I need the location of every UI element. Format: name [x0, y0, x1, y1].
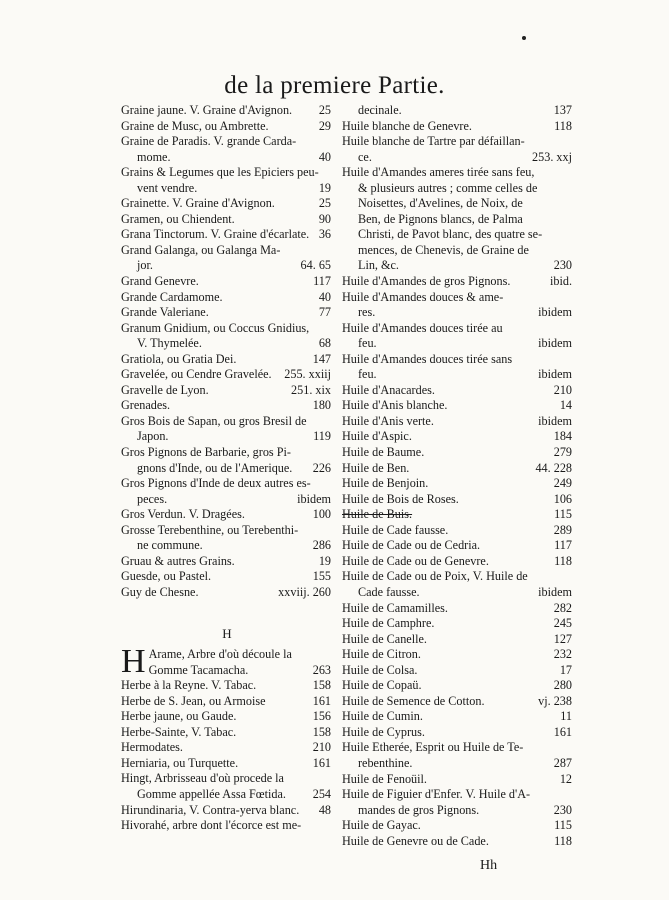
- index-entry: [121, 212, 333, 228]
- entry-line: Grosse Terebenthine, ou Terebenthi-: [121, 522, 299, 537]
- entry-line: Gomme Tacamacha. 263: [148, 662, 331, 677]
- index-entry: [121, 803, 333, 819]
- index-entry: [121, 554, 333, 570]
- index-entry: [121, 274, 333, 290]
- page-reference: 232: [553, 647, 572, 662]
- index-entry: [342, 678, 574, 694]
- index-entry: [342, 321, 574, 352]
- page-reference: 44. 228: [535, 460, 572, 475]
- entry-line: V. Thymelée. 68: [137, 336, 331, 351]
- entry-line: Huile de Camamilles. 282: [342, 600, 572, 615]
- page-reference: 287: [553, 755, 572, 770]
- page-reference: 230: [553, 802, 572, 817]
- index-entry: [121, 740, 333, 756]
- entry-line: mandes de gros Pignons. 230: [358, 802, 572, 817]
- page-reference: 77: [318, 305, 331, 320]
- entry-line: Huile de Cade ou de Poix, V. Huile de: [342, 569, 528, 584]
- index-entry: [121, 585, 333, 601]
- entry-line: Noisettes, d'Avelines, de Noix, de: [358, 196, 523, 211]
- entry-line: Huile Etherée, Esprit ou Huile de Te-: [342, 740, 524, 755]
- entry-line: Herbe jaune, ou Gaude. 156: [121, 709, 331, 724]
- index-entry: [342, 476, 574, 492]
- page-reference: 184: [553, 429, 572, 444]
- entry-line: Hirundinaria, V. Contra-yerva blanc. 48: [121, 802, 331, 817]
- page-reference: 263: [312, 662, 331, 677]
- page-reference: 25: [318, 103, 331, 117]
- page-reference: 119: [313, 429, 331, 444]
- entry-line: Huile d'Amandes douces & ame-: [342, 289, 504, 304]
- entry-line: Huile d'Anis verte. ibidem: [342, 413, 572, 428]
- index-entry: [121, 756, 333, 772]
- entry-line: Huile de Cade ou de Genevre. 118: [342, 553, 572, 568]
- page-reference: 155: [312, 569, 331, 584]
- entry-line: Cade fausse. ibidem: [358, 584, 572, 599]
- index-entry: [342, 445, 574, 461]
- index-entry: [342, 383, 574, 399]
- entry-line: Huile d'Amandes douces tirée sans: [342, 351, 513, 366]
- index-entry: [342, 538, 574, 554]
- index-entry: [342, 709, 574, 725]
- entry-line: rebenthine. 287: [358, 755, 572, 770]
- page-reference: 118: [554, 118, 572, 133]
- index-entry: [121, 709, 333, 725]
- index-column-left: [121, 103, 333, 834]
- page-reference: 115: [554, 818, 572, 833]
- index-entry: [342, 569, 574, 600]
- index-entry: [121, 476, 333, 507]
- page-reference: ibid.: [549, 274, 572, 289]
- entry-line: Granum Gnidium, ou Coccus Gnidius,: [121, 320, 310, 335]
- entry-line: Gomme appellée Assa Fœtida. 254: [137, 786, 331, 801]
- page-reference: 158: [312, 678, 331, 693]
- entry-line: Huile de Cade ou de Cedria. 117: [342, 538, 572, 553]
- page-reference: 90: [318, 211, 331, 226]
- index-entry: [121, 771, 333, 802]
- entry-line: Grains & Legumes que les Epiciers peu-: [121, 165, 319, 180]
- page-reference: 64. 65: [300, 258, 331, 273]
- index-entry: [342, 429, 574, 445]
- index-entry: [342, 601, 574, 617]
- page-reference: 106: [553, 491, 572, 506]
- entry-line: Guy de Chesne. xxviij. 260: [121, 584, 331, 599]
- page-reference: 25: [318, 196, 331, 211]
- index-entry: [342, 103, 574, 119]
- entry-line: res. ibidem: [358, 305, 572, 320]
- entry-line: Huile blanche de Tartre par défaillan-: [342, 134, 525, 149]
- page-reference: ibidem: [538, 367, 572, 382]
- page-reference: 117: [313, 274, 331, 289]
- entry-line: Graine de Paradis. V. grande Carda-: [121, 134, 297, 149]
- index-entry: [342, 290, 574, 321]
- index-entry: [342, 787, 574, 818]
- page-reference: 19: [318, 553, 331, 568]
- index-entry: [121, 352, 333, 368]
- page-reference: 156: [312, 709, 331, 724]
- entry-line: Huile de Figuier d'Enfer. V. Huile d'A-: [342, 787, 531, 802]
- entry-line: Huile d'Amandes douces tirée au: [342, 320, 503, 335]
- entry-line: mome. 40: [137, 149, 331, 164]
- page-reference: 254: [312, 786, 331, 801]
- index-entry: [342, 507, 574, 523]
- index-entry: [121, 227, 333, 243]
- entry-line: Graine jaune. V. Graine d'Avignon. 25: [121, 103, 331, 117]
- page-reference: 210: [553, 382, 572, 397]
- entry-line: Huile de Cumin. 11: [342, 709, 572, 724]
- page-title: de la premiere Partie.: [224, 72, 445, 99]
- index-entry: [121, 196, 333, 212]
- section-letter: H: [222, 625, 232, 641]
- entry-line: Hingt, Arbrisseau d'où procede la: [121, 771, 284, 786]
- entry-line: ce. 253. xxj: [358, 149, 572, 164]
- page-reference: 115: [554, 507, 572, 522]
- page-reference: 17: [559, 662, 572, 677]
- entry-line: Guesde, ou Pastel. 155: [121, 569, 331, 584]
- page-reference: 127: [553, 631, 572, 646]
- entry-line: Grande Valeriane. 77: [121, 305, 331, 320]
- page-reference: 68: [318, 336, 331, 351]
- entry-line: Hivorahé, arbre dont l'écorce est me-: [121, 818, 302, 833]
- entry-line: Huile de Colsa. 17: [342, 662, 572, 677]
- entry-line: & plusieurs autres ; comme celles de: [358, 180, 538, 195]
- page-reference: 12: [559, 771, 572, 786]
- page-reference: 161: [553, 724, 572, 739]
- entry-line: Gros Bois de Sapan, ou gros Bresil de: [121, 413, 307, 428]
- entry-line: Grande Cardamome. 40: [121, 289, 331, 304]
- page-reference: 40: [318, 149, 331, 164]
- page-reference: ibidem: [538, 413, 572, 428]
- entry-line: gnons d'Inde, ou de l'Amerique. 226: [137, 460, 331, 475]
- index-entry: [121, 134, 333, 165]
- page-reference: 255. xxiij: [284, 367, 331, 382]
- page-reference: vj. 238: [538, 693, 572, 708]
- index-entry: [121, 165, 333, 196]
- page-reference: 14: [559, 398, 572, 413]
- index-entry: [342, 663, 574, 679]
- entry-line: decinale. 137: [358, 103, 572, 117]
- page-reference: 251. xix: [291, 382, 331, 397]
- index-entry: [121, 119, 333, 135]
- index-entry: [342, 523, 574, 539]
- index-entry: [342, 461, 574, 477]
- index-entry: [342, 694, 574, 710]
- page-reference: 147: [312, 351, 331, 366]
- entry-line: Huile d'Amandes ameres tirée sans feu,: [342, 165, 535, 180]
- page-reference: 100: [312, 507, 331, 522]
- signature-mark: Hh: [480, 858, 498, 873]
- entry-line: Grenades. 180: [121, 398, 331, 413]
- index-entry: [121, 367, 333, 383]
- page-reference: 11: [560, 709, 572, 724]
- page-reference: 253. xxj: [532, 149, 572, 164]
- entry-line: Ben, de Pignons blancs, de Palma: [358, 211, 523, 226]
- page-reference: xxviij. 260: [278, 584, 331, 599]
- entry-line: feu. ibidem: [358, 367, 572, 382]
- entry-line: Arame, Arbre d'où découle la: [148, 647, 292, 662]
- entry-line: Herbe à la Reyne. V. Tabac. 158: [121, 678, 331, 693]
- entry-line: Grainette. V. Graine d'Avignon. 25: [121, 196, 331, 211]
- page-reference: 40: [318, 289, 331, 304]
- index-entry: [342, 492, 574, 508]
- entry-line: Huile de Bois de Roses. 106: [342, 491, 572, 506]
- page-reference: 29: [318, 118, 331, 133]
- index-entry: [342, 414, 574, 430]
- entry-line: Gros Pignons d'Inde de deux autres es-: [121, 476, 311, 491]
- entry-line: ne commune. 286: [137, 538, 331, 553]
- entry-line: Huile de Ben. 44. 228: [342, 460, 572, 475]
- page-reference: 279: [553, 445, 572, 460]
- entry-line: Huile de Genevre ou de Cade. 118: [342, 833, 572, 848]
- index-entry: [121, 507, 333, 523]
- entry-line: Hermodates. 210: [121, 740, 331, 755]
- index-entry: [121, 305, 333, 321]
- page-reference: 286: [312, 538, 331, 553]
- entry-line: Huile de Buis. 115: [342, 507, 572, 522]
- entry-line: Huile de Benjoin. 249: [342, 476, 572, 491]
- index-entry: [342, 616, 574, 632]
- entry-line: Gramen, ou Chiendent. 90: [121, 211, 331, 226]
- index-entry: [342, 134, 574, 165]
- index-entry: [342, 398, 574, 414]
- entry-line: Huile d'Amandes de gros Pignons. ibid.: [342, 274, 572, 289]
- page-reference: 137: [553, 103, 572, 117]
- page-reference: 289: [553, 522, 572, 537]
- page-reference: ibidem: [538, 336, 572, 351]
- entry-line: Huile de Fenoüil. 12: [342, 771, 572, 786]
- page-reference: ibidem: [297, 491, 331, 506]
- entry-line: Gravelée, ou Cendre Gravelée. 255. xxiij: [121, 367, 331, 382]
- page-reference: 48: [318, 802, 331, 817]
- entry-line: Grana Tinctorum. V. Graine d'écarlate. 36: [121, 227, 331, 242]
- page-reference: 161: [312, 693, 331, 708]
- entry-line: mences, de Chenevis, de Graine de: [358, 242, 529, 257]
- page-reference: 280: [553, 678, 572, 693]
- page-reference: 249: [553, 476, 572, 491]
- index-entry: [342, 647, 574, 663]
- entry-line: feu. ibidem: [358, 336, 572, 351]
- page-reference: 226: [312, 460, 331, 475]
- entry-line: Huile de Baume. 279: [342, 445, 572, 460]
- index-entry: [342, 165, 574, 274]
- index-entry: [342, 632, 574, 648]
- page-reference: 210: [312, 740, 331, 755]
- drop-capital: H: [121, 647, 146, 679]
- entry-line: vent vendre. 19: [137, 180, 331, 195]
- index-entry: [121, 818, 333, 834]
- index-entry: [342, 834, 574, 850]
- entry-line: Herbe de S. Jean, ou Armoise 161: [121, 693, 331, 708]
- entry-line: Gros Pignons de Barbarie, gros Pi-: [121, 445, 291, 460]
- entry-line: Gravelle de Lyon. 251. xix: [121, 382, 331, 397]
- index-entry: [121, 414, 333, 445]
- page-reference: 161: [312, 755, 331, 770]
- index-entry: [121, 103, 333, 119]
- index-entry: [121, 383, 333, 399]
- entry-line: peces. ibidem: [137, 491, 331, 506]
- page-reference: 118: [554, 553, 572, 568]
- index-entry: [121, 523, 333, 554]
- entry-line: Lin, &c. 230: [358, 258, 572, 273]
- index-entry: [121, 678, 333, 694]
- entry-line: Huile de Copaü. 280: [342, 678, 572, 693]
- page-reference: 158: [312, 724, 331, 739]
- entry-line: Huile de Cade fausse. 289: [342, 522, 572, 537]
- index-entry: [342, 554, 574, 570]
- entry-line: Herniaria, ou Turquette. 161: [121, 755, 331, 770]
- index-entry: [121, 243, 333, 274]
- index-column-right: [342, 103, 574, 849]
- index-entry: [121, 725, 333, 741]
- page-reference: 117: [554, 538, 572, 553]
- entry-line: Grand Genevre. 117: [121, 274, 331, 289]
- page-reference: 19: [318, 180, 331, 195]
- entry-line: Huile blanche de Genevre. 118: [342, 118, 572, 133]
- index-entry: [121, 445, 333, 476]
- entry-line: Gruau & autres Grains. 19: [121, 553, 331, 568]
- page-reference: 245: [553, 616, 572, 631]
- index-entry: [342, 740, 574, 771]
- entry-line: Huile de Canelle. 127: [342, 631, 572, 646]
- index-entry: [342, 772, 574, 788]
- page-reference: 118: [554, 833, 572, 848]
- page-reference: 282: [553, 600, 572, 615]
- index-entry: [121, 569, 333, 585]
- index-entry: [342, 119, 574, 135]
- page-reference: 180: [312, 398, 331, 413]
- index-entry: [121, 398, 333, 414]
- page-reference: ibidem: [538, 305, 572, 320]
- entry-line: Huile d'Aspic. 184: [342, 429, 572, 444]
- index-entry: [342, 725, 574, 741]
- entry-line: Huile de Camphre. 245: [342, 616, 572, 631]
- page-reference: ibidem: [538, 584, 572, 599]
- entry-line: Huile de Cyprus. 161: [342, 724, 572, 739]
- entry-line: Christi, de Pavot blanc, des quatre se-: [358, 227, 543, 242]
- page-reference: 36: [318, 227, 331, 242]
- entry-line: Gros Verdun. V. Dragées. 100: [121, 507, 331, 522]
- entry-line: Graine de Musc, ou Ambrette. 29: [121, 118, 331, 133]
- index-entry: [121, 321, 333, 352]
- index-entry: [342, 352, 574, 383]
- entry-line: Huile de Semence de Cotton. vj. 238: [342, 693, 572, 708]
- entry-line: Grand Galanga, ou Galanga Ma-: [121, 242, 281, 257]
- entry-line: Herbe-Sainte, V. Tabac. 158: [121, 724, 331, 739]
- entry-line: Huile de Citron. 232: [342, 647, 572, 662]
- entry-line: jor. 64. 65: [137, 258, 331, 273]
- ink-mark: [522, 36, 526, 40]
- index-entry: [342, 274, 574, 290]
- index-entry: [121, 647, 333, 678]
- entry-line: Gratiola, ou Gratia Dei. 147: [121, 351, 331, 366]
- index-entry: [342, 818, 574, 834]
- entry-line: Huile de Gayac. 115: [342, 818, 572, 833]
- page-reference: 230: [553, 258, 572, 273]
- entry-line: Huile d'Anis blanche. 14: [342, 398, 572, 413]
- entry-line: Japon. 119: [137, 429, 331, 444]
- index-entry: [121, 290, 333, 306]
- entry-line: Huile d'Anacardes. 210: [342, 382, 572, 397]
- index-entry: [121, 694, 333, 710]
